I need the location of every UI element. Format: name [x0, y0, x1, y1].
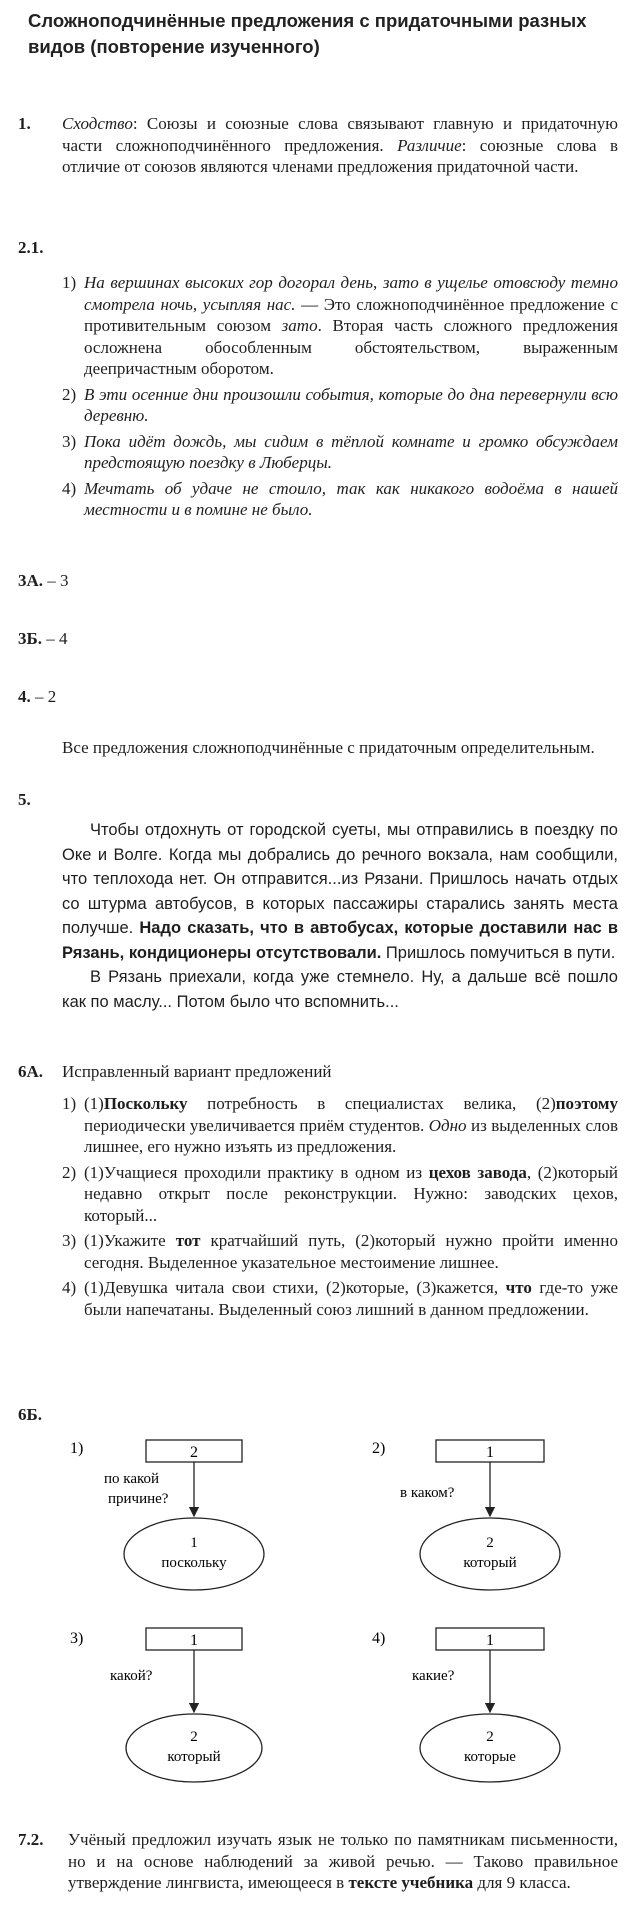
bold-word: что [505, 1278, 532, 1297]
conjunction: зато [281, 316, 318, 335]
subordinate-clause-number: 2 [486, 1535, 494, 1551]
diagram-3 [70, 1628, 262, 1782]
italic-word: Одно [428, 1115, 467, 1135]
section-7-2-number: 7.2. [18, 1830, 44, 1849]
list-item [62, 1230, 618, 1273]
item-number: 2) [62, 1162, 77, 1182]
t: где-то уже были напечатаны. Выделенный союз лишний в данном предложении. [84, 1278, 619, 1319]
section-5-number: 5. [18, 790, 31, 809]
bold-word: Поскольку [103, 1094, 188, 1113]
subordinate-conjunction: который [167, 1749, 221, 1765]
section-2-1-list [62, 272, 618, 525]
section-3b [18, 629, 68, 649]
s72-bold: тексте учебника [348, 1873, 474, 1892]
list-item [62, 1093, 618, 1158]
example-sentence: На вершинах высоких гор догорал день, зато в ущелье отовсюду темно смотрела ночь, усыпляя нас. [84, 273, 618, 314]
subordinate-conjunction: которые [464, 1749, 516, 1765]
section-2-1-number: 2.1. [18, 238, 44, 257]
list-item [62, 272, 618, 380]
s5-text-a: Чтобы отдохнуть от городской суеты, мы отправились в поездку по Оке и Волге. Когда мы добрались до речного вокзала, нам сообщили, что теплохода нет. Он отправится...из Рязани. Пришлось начать отдых со штурма автобусов, в которых пассажиры старались занять места получше. [62, 821, 618, 937]
bold-word: тот [175, 1231, 201, 1250]
t: , (2)который недавно открыт после реконструкции. Нужно: заводских цехов, который... [84, 1162, 618, 1225]
list-item [62, 384, 618, 427]
s72-text-a: Учёный предложил изучать язык не только по памятникам письменности, но и на основе наблюдений за живой речью. — Таково правильное утверждение лингвиста, имеющееся в [68, 1830, 618, 1892]
diagram-4 [372, 1628, 560, 1782]
main-clause-number: 2 [190, 1444, 198, 1461]
t: периодически увеличивается приём студентов. [84, 1115, 429, 1135]
section-4-note [62, 737, 618, 759]
section-6b-number: 6Б. [18, 1405, 42, 1424]
question-line-1: какой? [110, 1668, 153, 1684]
question-line-2: причине? [108, 1491, 169, 1507]
subordinate-clause-ellipse [420, 1518, 560, 1590]
item-number: 4) [62, 1278, 77, 1297]
list-item [62, 1277, 618, 1320]
t: потребность в специалистах велика, (2) [187, 1094, 556, 1113]
question-line-1: в каком? [400, 1485, 455, 1501]
list-item [62, 431, 618, 474]
s1-difference-text: : союзные слова в отличие от союзов являются членами предложения придаточной части. [62, 135, 619, 176]
bold-word: поэтому [555, 1094, 618, 1113]
s1-similarity-label: Сходство [62, 114, 133, 133]
section-6a-list [62, 1093, 618, 1324]
list-item [62, 478, 618, 521]
diagram-2 [372, 1440, 560, 1590]
section-7-2-text [68, 1829, 618, 1894]
diagram-4-number: 4) [372, 1630, 386, 1647]
section-4 [18, 687, 56, 707]
section-3a-answer: – 3 [43, 571, 69, 590]
section-3a-number: 3А. [18, 571, 44, 590]
t: кратчайший путь, (2)который нужно пройти именно сегодня. Выделенное указательное местоимение лишнее. [84, 1231, 619, 1272]
subordinate-conjunction: который [463, 1555, 517, 1571]
diagram-1-number: 1) [70, 1440, 84, 1457]
item-number: 1) [62, 1094, 77, 1113]
subordinate-clause-number: 1 [190, 1535, 198, 1551]
subordinate-clause-ellipse [124, 1518, 264, 1590]
explanation-cont: . Вторая часть сложного предложения осложнена обособленным обстоятельством, выраженным деепричастным оборотом. [84, 316, 618, 378]
section-4-number: 4. [18, 687, 31, 706]
section-5-text [62, 818, 618, 1014]
section-3b-number: 3Б. [18, 629, 42, 648]
item-number: 3) [62, 431, 77, 451]
main-clause-number: 1 [486, 1632, 494, 1649]
explanation: — Это сложноподчинённое предложение с противительным союзом [84, 294, 618, 335]
section-6a-heading: Исправленный вариант предложений [62, 1062, 332, 1081]
section-3a [18, 571, 69, 591]
section-6b-diagrams [0, 1430, 636, 1790]
question-line-1: какие? [412, 1668, 455, 1684]
section-4-answer: – 2 [30, 687, 57, 706]
page-title: Сложноподчинённые предложения с придаточными разных видов (повторение изученного) [28, 10, 587, 57]
diagram-1 [70, 1440, 264, 1590]
list-item [62, 1162, 618, 1227]
subordinate-clause-number: 2 [190, 1729, 198, 1745]
subordinate-clause-ellipse [126, 1714, 262, 1782]
main-clause-number: 1 [190, 1632, 198, 1649]
t: (1)Укажите [84, 1231, 176, 1250]
t: (1)Девушка читала свои стихи, (2)которые, (3)кажется, [84, 1278, 506, 1297]
s5-bold-sentence: Надо сказать, что в автобусах, которые доставили нас в Рязань, кондиционеры отсутствовали. [62, 919, 618, 962]
s5-text-c: Пришлось помучиться в пути. [381, 943, 616, 962]
bold-word: цехов завода [428, 1162, 527, 1182]
section-1-number: 1. [18, 114, 31, 133]
s1-difference-label: Различие [397, 135, 462, 155]
question-line-1: по какой [104, 1471, 160, 1487]
section-4-note-text: Все предложения сложноподчинённые с придаточным определительным. [62, 738, 595, 757]
t: (1)Учащиеся проходили практику в одном из [84, 1162, 429, 1182]
t: из выделенных слов лишнее, его нужно изъять из предложения. [84, 1115, 618, 1156]
s72-text-c: для 9 класса. [473, 1873, 571, 1892]
item-number: 1) [62, 273, 77, 292]
s1-similarity-text: : Союзы и союзные слова связывают главную и придаточную части сложноподчинённого предложения. [62, 114, 618, 155]
item-number: 2) [62, 384, 77, 404]
example-sentence: В эти осенние дни произошли события, которые до дна перевернули всю деревню. [84, 384, 618, 425]
item-number: 4) [62, 478, 77, 498]
section-3b-answer: – 4 [42, 629, 68, 648]
subordinate-conjunction: поскольку [161, 1555, 227, 1571]
section-1-text [62, 113, 618, 178]
example-sentence: Мечтать об удаче не стоило, так как никакого водоёма в нашей местности и в помине не было. [84, 478, 618, 519]
section-5-paragraph-1 [62, 818, 618, 965]
t: (1) [84, 1094, 104, 1113]
section-5-paragraph-2: В Рязань приехали, когда уже стемнело. Ну, а дальше всё пошло как по маслу... Потом было что вспомнить... [62, 968, 618, 1011]
subordinate-clause-ellipse [420, 1714, 560, 1782]
subordinate-clause-number: 2 [486, 1729, 494, 1745]
diagram-2-number: 2) [372, 1440, 386, 1457]
item-number: 3) [62, 1231, 77, 1250]
section-6a-number: 6А. [18, 1062, 44, 1081]
diagram-3-number: 3) [70, 1630, 84, 1647]
example-sentence: Пока идёт дождь, мы сидим в тёплой комнате и громко обсуждаем предстоящую поездку в Люберцы. [84, 431, 618, 472]
main-clause-number: 1 [486, 1444, 494, 1461]
